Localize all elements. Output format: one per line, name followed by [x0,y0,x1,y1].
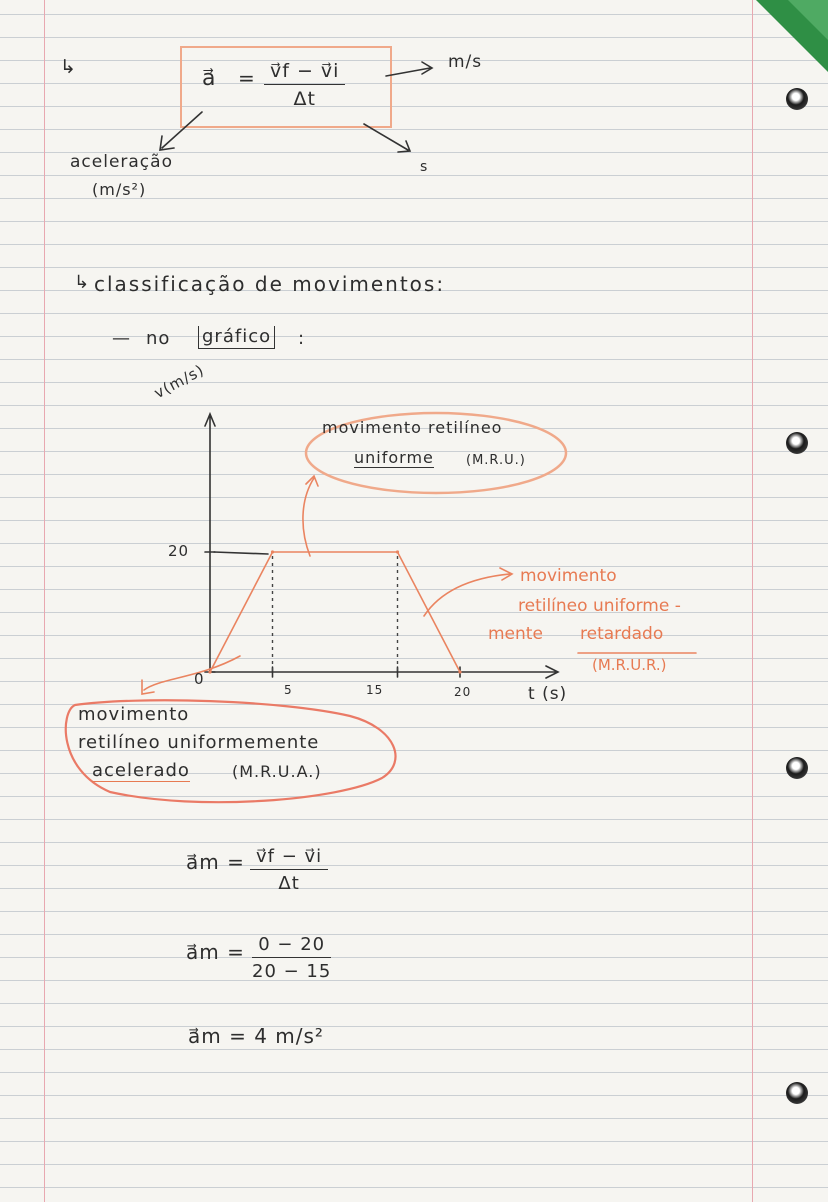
calc-line1-numerator: v⃗f − v⃗i [250,846,328,870]
binder-hole [786,1082,808,1104]
velocity-series-points [208,550,461,673]
unit-time: s [420,159,429,175]
list-item-colon: : [298,328,306,349]
arrow-to-unit-velocity [386,62,432,76]
section-heading: classificação de movimentos: [94,272,446,296]
calc-line2-numerator: 0 − 20 [252,934,331,958]
x-axis [210,666,558,678]
dashed-guides [273,556,398,672]
formula-denominator: Δt [293,88,316,110]
unit-velocity: m/s [448,52,483,72]
formula-equals: = [238,66,256,90]
x-tick-label-20: 20 [454,685,472,699]
calc-result: a⃗m = 4 m/s² [188,1024,324,1048]
arrow-to-mru-annotation [303,476,318,556]
calc-line1-lhs: a⃗m = [186,850,245,874]
y-tick-label-0: 0 [194,670,205,688]
arrow-to-acceleration-label [160,112,202,150]
mrur-annotation-underlined: retardado [580,624,664,644]
bullet-arrow: ↳ [74,272,91,293]
arrow-to-mrur-annotation [424,568,512,616]
arrow-to-unit-time [364,124,410,152]
x-axis-label: t (s) [528,684,568,704]
mrur-annotation-line1: movimento [520,566,617,586]
y-axis [205,414,215,672]
list-dash: — [112,328,131,349]
bullet-arrow: ↳ [60,56,77,78]
mrur-annotation-line3: mente [488,624,543,644]
calc-line2-lhs: a⃗m = [186,940,245,964]
x-tick-label-15: 15 [366,683,384,697]
formula-arrows [0,0,828,260]
velocity-series-line [210,552,460,672]
mrur-annotation-line2: retilíneo uniforme - [518,596,681,616]
mrur-annotation-acronym: (M.R.U.R.) [592,656,667,674]
formula-numerator: v⃗f − v⃗i [264,60,345,85]
mru-annotation-acronym: (M.R.U.) [466,453,526,468]
mrua-annotation-line1: movimento [78,704,190,725]
mrua-annotation-acronym: (M.R.U.A.) [232,762,322,781]
calc-line2-fraction [252,934,331,982]
list-item-boxed-word: gráfico [198,326,275,349]
formula-lhs: a⃗ [202,66,217,91]
series-point [271,550,274,553]
mru-annotation-line1: movimento retilíneo [322,418,503,437]
y20-reference-line [214,552,268,554]
series-point [208,670,211,673]
calc-line2-denominator: 20 − 15 [252,961,332,982]
calc-line1-denominator: Δt [278,873,300,894]
acceleration-unit: (m/s²) [92,180,147,199]
series-point [396,550,399,553]
acceleration-label: aceleração [70,152,173,172]
list-item-text: no [146,328,171,349]
tick-marks [205,552,460,677]
y-tick-label-20: 20 [168,542,190,560]
mru-annotation-underlined: uniforme [354,448,434,467]
mrua-annotation-line2: retilíneo uniformemente [78,732,320,753]
series-point [458,670,461,673]
mrua-annotation-underlined: acelerado [92,760,190,781]
y-axis-label: v(m/s) [151,360,208,403]
arrow-to-mrua-annotation [142,656,240,694]
x-tick-label-5: 5 [284,683,293,697]
calc-line1-fraction [250,846,328,894]
